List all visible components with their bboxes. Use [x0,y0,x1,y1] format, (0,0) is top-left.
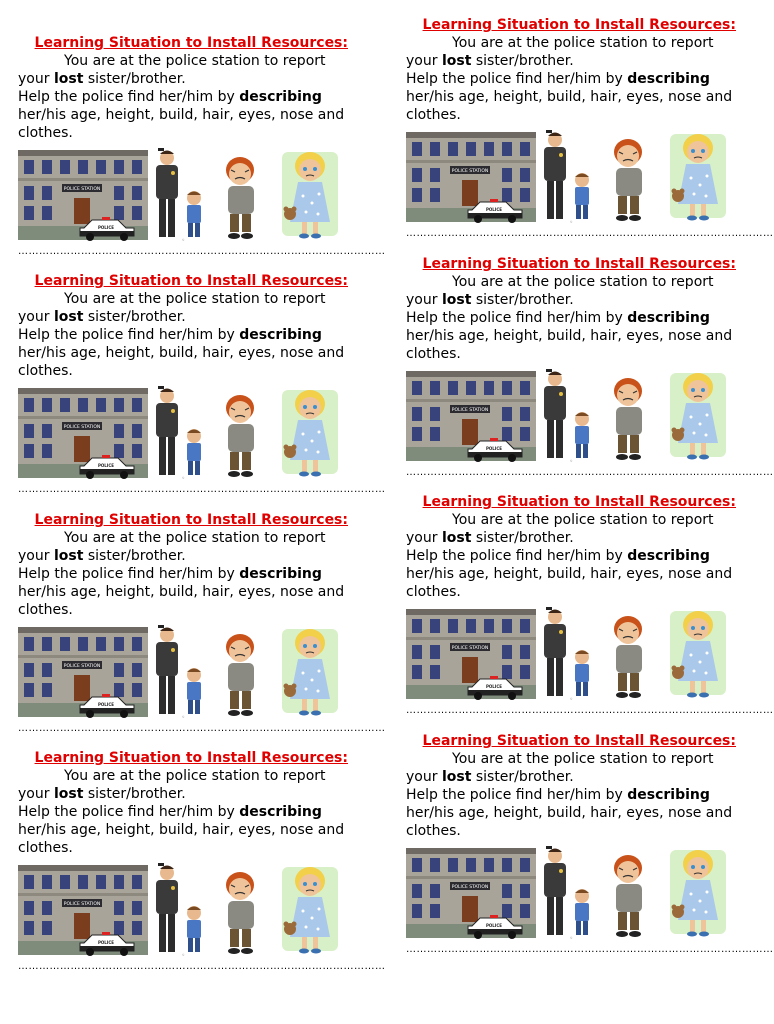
instruction-line-1: You are at the police station to report [64,768,326,784]
crying-boy-image [614,616,642,698]
police-station-sign: POLICE STATION [451,885,489,890]
police-officer-image [544,130,566,219]
instruction-line-1: You are at the police station to report [64,291,326,307]
police-station-image [18,388,148,478]
scene-illustration [406,369,746,465]
card-title: Learning Situation to Install Resources: [34,35,348,51]
keyword-lost: lost [441,530,472,546]
crying-boy-image [226,395,254,477]
crying-boy-image [614,378,642,460]
instruction-line-2-end: sister/brother. [471,530,574,546]
instruction-card [18,272,386,496]
card-title: Learning Situation to Install Resources: [422,256,736,272]
instruction-line-2-start: your [406,292,442,308]
instruction-line-2-end: sister/brother. [83,71,186,87]
keyword-lost: lost [53,786,84,802]
crying-boy-image [614,855,642,937]
police-station-image [406,848,536,938]
instruction-line-2-start: your [18,309,54,325]
keyword-describing: describing [627,310,710,326]
scene-illustration [18,625,358,721]
police-car-label: POLICE [97,463,115,468]
instruction-line-4: her/his age, height, build, hair, eyes, nose and [406,89,733,105]
keyword-lost: lost [53,309,84,325]
instruction-line-2-end: sister/brother. [83,548,186,564]
instruction-line-2-start: your [406,53,442,69]
svg-text:©: © [182,954,185,957]
crying-boy-image [614,139,642,221]
instruction-line-5: clothes. [18,125,73,141]
instruction-card [406,493,774,717]
answer-line: …………………………………………………………………………………………… [18,484,386,495]
instruction-line-2-end: sister/brother. [83,309,186,325]
police-car-label: POLICE [485,207,503,212]
card-title: Learning Situation to Install Resources: [422,494,736,510]
instruction-card [18,511,386,735]
keyword-describing: describing [627,71,710,87]
police-station-image [406,371,536,461]
instruction-line-3: Help the police find her/him by [406,787,628,803]
small-boy-image [182,668,201,719]
keyword-describing: describing [627,548,710,564]
card-instructions [406,273,746,363]
keyword-lost: lost [53,548,84,564]
small-boy-image [182,429,201,480]
answer-line: …………………………………………………………………………………………… [406,228,774,239]
police-station-sign: POLICE STATION [63,425,101,430]
police-station-image [18,865,148,955]
scene-illustration [406,846,746,942]
keyword-describing: describing [239,89,322,105]
police-car-label: POLICE [485,446,503,451]
answer-line: …………………………………………………………………………………………… [406,705,774,716]
police-station-image [18,150,148,240]
crying-girl-image [670,611,726,698]
scene-illustration [406,607,746,703]
crying-boy-image [226,872,254,954]
scene-illustration [406,130,746,226]
police-officer-image [544,607,566,696]
keyword-lost: lost [441,769,472,785]
card-title: Learning Situation to Install Resources: [422,733,736,749]
police-station-sign: POLICE STATION [451,169,489,174]
crying-boy-image [226,634,254,716]
keyword-lost: lost [53,71,84,87]
police-station-image [406,132,536,222]
instruction-line-2-start: your [18,548,54,564]
card-instructions [18,529,358,619]
instruction-card [406,732,774,956]
instruction-line-5: clothes. [406,823,461,839]
answer-line: …………………………………………………………………………………………… [18,723,386,734]
instruction-line-5: clothes. [406,346,461,362]
instruction-line-3: Help the police find her/him by [406,310,628,326]
instruction-line-3: Help the police find her/him by [18,327,240,343]
instruction-line-1: You are at the police station to report [452,751,714,767]
card-title: Learning Situation to Install Resources: [34,273,348,289]
answer-line: …………………………………………………………………………………………… [406,467,774,478]
svg-text:©: © [570,698,573,701]
card-instructions [406,34,746,124]
instruction-line-2-end: sister/brother. [471,292,574,308]
police-officer-image [156,863,178,952]
instruction-line-4: her/his age, height, build, hair, eyes, nose and [406,805,733,821]
svg-text:©: © [182,239,185,242]
instruction-line-2-start: your [406,530,442,546]
police-officer-image [544,846,566,935]
answer-line: …………………………………………………………………………………………… [18,961,386,972]
police-station-sign: POLICE STATION [451,408,489,413]
instruction-card [18,34,386,258]
svg-text:©: © [570,221,573,224]
instruction-card [18,749,386,973]
card-instructions [18,290,358,380]
svg-text:©: © [182,716,185,719]
instruction-line-3: Help the police find her/him by [18,89,240,105]
answer-line: …………………………………………………………………………………………… [406,944,774,955]
svg-text:©: © [570,460,573,463]
police-officer-image [544,369,566,458]
card-instructions [18,52,358,142]
police-car-label: POLICE [485,923,503,928]
police-station-sign: POLICE STATION [451,646,489,651]
instruction-line-1: You are at the police station to report [64,53,326,69]
instruction-line-1: You are at the police station to report [452,512,714,528]
police-station-sign: POLICE STATION [63,664,101,669]
instruction-line-5: clothes. [18,602,73,618]
scene-illustration [18,148,358,244]
instruction-line-2-start: your [406,769,442,785]
instruction-line-4: her/his age, height, build, hair, eyes, nose and [406,328,733,344]
police-station-image [406,609,536,699]
instruction-line-3: Help the police find her/him by [406,71,628,87]
card-title: Learning Situation to Install Resources: [34,512,348,528]
card-title: Learning Situation to Install Resources: [34,750,348,766]
keyword-describing: describing [239,327,322,343]
card-instructions [406,750,746,840]
instruction-line-4: her/his age, height, build, hair, eyes, nose and [18,107,345,123]
keyword-lost: lost [441,292,472,308]
small-boy-image [570,650,589,701]
small-boy-image [570,889,589,940]
police-officer-image [156,625,178,714]
svg-text:©: © [182,477,185,480]
answer-line: …………………………………………………………………………………………… [18,246,386,257]
scene-illustration [18,863,358,959]
small-boy-image [570,173,589,224]
keyword-describing: describing [627,787,710,803]
instruction-line-2-end: sister/brother. [471,53,574,69]
instruction-card [406,16,774,240]
instruction-line-2-start: your [18,786,54,802]
instruction-line-4: her/his age, height, build, hair, eyes, nose and [406,566,733,582]
crying-girl-image [282,867,338,954]
keyword-lost: lost [441,53,472,69]
police-car-label: POLICE [485,684,503,689]
instruction-line-3: Help the police find her/him by [406,548,628,564]
card-instructions [406,511,746,601]
police-station-sign: POLICE STATION [63,902,101,907]
card-title: Learning Situation to Install Resources: [422,17,736,33]
police-car-label: POLICE [97,702,115,707]
instruction-line-3: Help the police find her/him by [18,804,240,820]
police-officer-image [156,386,178,475]
crying-girl-image [670,134,726,221]
crying-girl-image [670,850,726,937]
police-car-label: POLICE [97,225,115,230]
instruction-card [406,255,774,479]
keyword-describing: describing [239,804,322,820]
instruction-line-5: clothes. [406,107,461,123]
police-officer-image [156,148,178,237]
instruction-line-4: her/his age, height, build, hair, eyes, nose and [18,345,345,361]
instruction-line-5: clothes. [18,840,73,856]
instruction-line-1: You are at the police station to report [64,530,326,546]
instruction-line-5: clothes. [18,363,73,379]
crying-girl-image [670,373,726,460]
instruction-line-2-end: sister/brother. [83,786,186,802]
police-car-label: POLICE [97,940,115,945]
police-station-sign: POLICE STATION [63,187,101,192]
police-station-image [18,627,148,717]
instruction-line-4: her/his age, height, build, hair, eyes, nose and [18,584,345,600]
keyword-describing: describing [239,566,322,582]
crying-boy-image [226,157,254,239]
crying-girl-image [282,152,338,239]
small-boy-image [182,191,201,242]
crying-girl-image [282,629,338,716]
crying-girl-image [282,390,338,477]
instruction-line-4: her/his age, height, build, hair, eyes, nose and [18,822,345,838]
svg-text:©: © [570,937,573,940]
instruction-line-1: You are at the police station to report [452,35,714,51]
instruction-line-2-end: sister/brother. [471,769,574,785]
instruction-line-1: You are at the police station to report [452,274,714,290]
small-boy-image [182,906,201,957]
scene-illustration [18,386,358,482]
card-instructions [18,767,358,857]
instruction-line-3: Help the police find her/him by [18,566,240,582]
instruction-line-5: clothes. [406,584,461,600]
instruction-line-2-start: your [18,71,54,87]
small-boy-image [570,412,589,463]
